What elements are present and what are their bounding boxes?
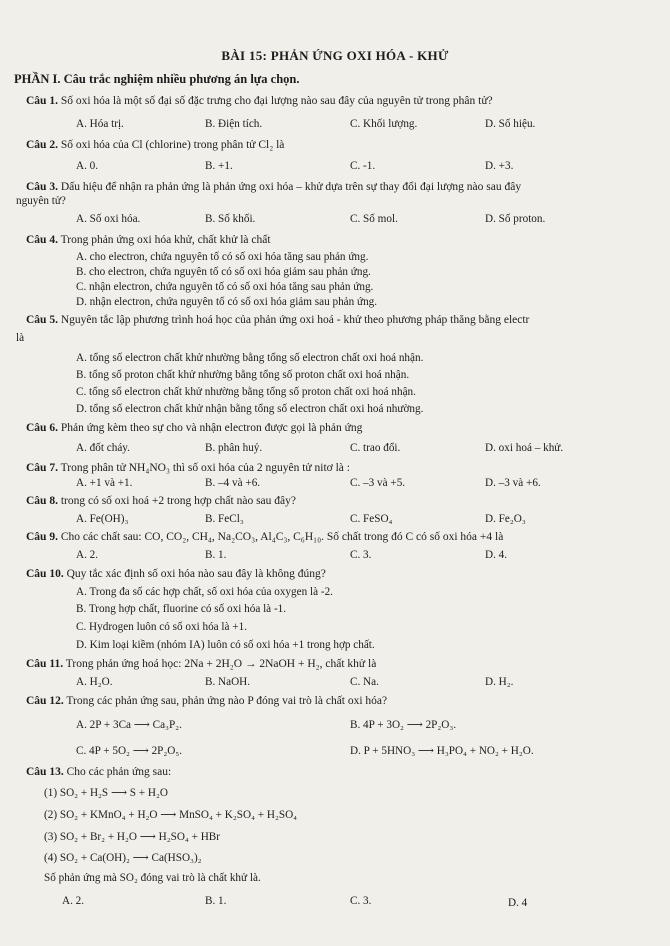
question-number: Câu 9. xyxy=(26,531,58,543)
option-b[interactable]: B. phân huỷ. xyxy=(205,442,263,454)
option-d[interactable]: D. 4. xyxy=(485,549,508,561)
option-b[interactable]: B. –4 và +6. xyxy=(205,477,261,489)
option-a[interactable]: A. Fe(OH)₃ xyxy=(76,513,129,525)
option-d[interactable]: D. Kim loại kiềm (nhóm IA) luôn có số oxi hóa +1 trong hợp chất. xyxy=(76,639,375,651)
page-title: BÀI 15: PHẢN ỨNG OXI HÓA - KHỬ xyxy=(221,48,449,63)
question-13 xyxy=(26,766,171,778)
question-6 xyxy=(26,422,362,434)
question-9 xyxy=(26,531,503,543)
option-d[interactable]: D. +3. xyxy=(485,160,514,172)
section-heading: PHẦN I. Câu trắc nghiệm nhiều phương án lựa chọn. xyxy=(14,72,300,86)
option-c[interactable]: C. -1. xyxy=(350,160,376,172)
question-11 xyxy=(26,658,376,670)
option-b[interactable]: B. FeCl₃ xyxy=(205,513,244,525)
question-12 xyxy=(26,695,387,707)
question-text: Cho các phản ứng sau: xyxy=(66,766,172,778)
question-number: Câu 13. xyxy=(26,766,64,778)
option-c[interactable]: C. trao đổi. xyxy=(350,442,401,454)
question-text: Số oxi hóa là một số đại số đặc trưng cho đại lượng nào sau đây của nguyên tử trong phân tử? xyxy=(60,95,493,107)
question-text: Trong các phản ứng sau, phản ứng nào P đóng vai trò là chất oxi hóa? xyxy=(66,695,388,707)
option-d[interactable]: D. oxi hoá – khử. xyxy=(485,442,564,454)
question-number: Câu 6. xyxy=(26,422,58,434)
option-b[interactable]: B. Số khối. xyxy=(205,213,256,225)
option-b[interactable]: B. NaOH. xyxy=(205,676,251,688)
option-c[interactable]: C. –3 và +5. xyxy=(350,477,406,489)
question-8 xyxy=(26,495,296,507)
reaction-1: (1) SO₂ + H₂S ⟶ S + H₂O xyxy=(44,787,168,799)
question-number: Câu 3. xyxy=(26,181,58,193)
option-a[interactable]: A. 2P + 3Ca ⟶ Ca₃P₂. xyxy=(76,719,182,731)
question-number: Câu 8. xyxy=(26,495,58,507)
question-text: Phản ứng kèm theo sự cho và nhận electron được gọi là phản ứng xyxy=(60,422,363,434)
option-a[interactable]: A. +1 và +1. xyxy=(76,477,133,489)
option-b[interactable]: B. tổng số proton chất khử nhường bằng tổng số proton chất oxi hoá nhận. xyxy=(76,369,410,381)
reaction-2: (2) SO₂ + KMnO₄ + H₂O ⟶ MnSO₄ + K₂SO₄ + H₂SO₄ xyxy=(44,809,298,821)
option-d[interactable]: D. P + 5HNO₃ ⟶ H₃PO₄ + NO₂ + H₂O. xyxy=(350,745,534,757)
question-number: Câu 11. xyxy=(26,658,64,670)
option-b[interactable]: B. 1. xyxy=(205,895,227,907)
reaction-3: (3) SO₂ + Br₂ + H₂O ⟶ H₂SO₄ + HBr xyxy=(44,831,220,843)
option-a[interactable]: A. Hóa trị. xyxy=(76,118,124,130)
question-text: Trong phản ứng oxi hóa khử, chất khử là chất xyxy=(60,234,271,246)
question-text: trong có số oxi hoá +2 trong hợp chất nào sau đây? xyxy=(60,495,296,507)
option-d[interactable]: D. nhận electron, chứa nguyên tố có số oxi hóa giảm sau phản ứng. xyxy=(76,296,378,308)
option-d[interactable]: D. 4 xyxy=(508,897,528,909)
question-text-continued: là xyxy=(16,332,25,344)
question-number: Câu 4. xyxy=(26,234,58,246)
question-text-continued: Số phản ứng mà SO₂ đóng vai trò là chất khử là. xyxy=(44,872,261,884)
question-number: Câu 2. xyxy=(26,139,58,151)
question-number: Câu 10. xyxy=(26,568,64,580)
option-b[interactable]: B. 4P + 3O₂ ⟶ 2P₂O₃. xyxy=(350,719,457,731)
option-a[interactable]: A. tổng số electron chất khử nhường bằng tổng số electron chất oxi hoá nhận. xyxy=(76,352,424,364)
option-a[interactable]: A. cho electron, chứa nguyên tố có số oxi hóa tăng sau phản ứng. xyxy=(76,251,369,263)
option-a[interactable]: A. đốt cháy. xyxy=(76,442,130,454)
option-a[interactable]: A. H₂O. xyxy=(76,676,113,688)
option-c[interactable]: C. nhận electron, chứa nguyên tố có số oxi hóa tăng sau phản ứng. xyxy=(76,281,374,293)
question-text-continued: nguyên tử? xyxy=(16,195,66,207)
question-text: Trong phân tử NH₄NO₃ thì số oxi hóa của 2 nguyên tử nitơ là : xyxy=(60,462,350,474)
question-number: Câu 5. xyxy=(26,314,58,326)
question-text: Nguyên tắc lập phương trình hoá học của phản ứng oxi hoá - khử theo phương pháp thăng bằng electr xyxy=(60,314,530,326)
option-c[interactable]: C. Số mol. xyxy=(350,213,398,225)
option-a[interactable]: A. Số oxi hóa. xyxy=(76,213,141,225)
option-d[interactable]: D. tổng số electron chất khử nhận bằng tổng số electron chất oxi hoá nhường. xyxy=(76,403,424,415)
question-text: Số oxi hóa của Cl (chlorine) trong phân tử Cl₂ là xyxy=(60,139,285,151)
option-c[interactable]: C. 3. xyxy=(350,549,372,561)
question-text: Cho các chất sau: CO, CO₂, CH₄, Na₂CO₃, Al₄C₃, C₆H₁₀. Số chất trong đó C có số oxi hóa +4 là xyxy=(60,531,504,543)
option-b[interactable]: B. Trong hợp chất, fluorine có số oxi hóa là -1. xyxy=(76,603,287,615)
question-3 xyxy=(26,181,521,193)
reaction-4: (4) SO₂ + Ca(OH)₂ ⟶ Ca(HSO₃)₂ xyxy=(44,852,202,864)
question-text: Dấu hiệu để nhận ra phản ứng là phản ứng oxi hóa – khử dựa trên sự thay đổi đại lượng nào sau đây xyxy=(60,181,522,193)
option-c[interactable]: C. tổng số electron chất khử nhường bằng tổng số proton chất oxi hoá nhận. xyxy=(76,386,416,398)
option-a[interactable]: A. 0. xyxy=(76,160,99,172)
option-a[interactable]: A. Trong đa số các hợp chất, số oxi hóa của oxygen là -2. xyxy=(76,586,333,598)
option-d[interactable]: D. Fe₂O₃ xyxy=(485,513,526,525)
option-b[interactable]: B. cho electron, chứa nguyên tố có số oxi hóa giảm sau phản ứng. xyxy=(76,266,371,278)
question-7 xyxy=(26,462,350,474)
question-2 xyxy=(26,139,284,151)
option-d[interactable]: D. Số hiệu. xyxy=(485,118,536,130)
option-d[interactable]: D. –3 và +6. xyxy=(485,477,541,489)
option-c[interactable]: C. Khối lượng. xyxy=(350,118,418,130)
option-c[interactable]: C. 3. xyxy=(350,895,372,907)
option-c[interactable]: C. Hydrogen luôn có số oxi hóa là +1. xyxy=(76,621,247,633)
option-c[interactable]: C. 4P + 5O₂ ⟶ 2P₂O₅. xyxy=(76,745,183,757)
question-4 xyxy=(26,234,271,246)
option-d[interactable]: D. Số proton. xyxy=(485,213,546,225)
question-10 xyxy=(26,568,326,580)
question-number: Câu 12. xyxy=(26,695,64,707)
question-5 xyxy=(26,314,529,326)
question-1 xyxy=(26,95,493,107)
option-c[interactable]: C. Na. xyxy=(350,676,379,688)
question-number: Câu 7. xyxy=(26,462,58,474)
option-b[interactable]: B. Điện tích. xyxy=(205,118,263,130)
option-a[interactable]: A. 2. xyxy=(62,895,85,907)
question-text: Quy tắc xác định số oxi hóa nào sau đây là không đúng? xyxy=(66,568,326,580)
option-b[interactable]: B. +1. xyxy=(205,160,233,172)
option-c[interactable]: C. FeSO₄ xyxy=(350,513,393,525)
question-text: Trong phản ứng hoá học: 2Na + 2H₂O → 2NaOH + H₂, chất khử là xyxy=(65,658,377,670)
option-d[interactable]: D. H₂. xyxy=(485,676,514,688)
question-number: Câu 1. xyxy=(26,95,58,107)
option-a[interactable]: A. 2. xyxy=(76,549,99,561)
option-b[interactable]: B. 1. xyxy=(205,549,227,561)
